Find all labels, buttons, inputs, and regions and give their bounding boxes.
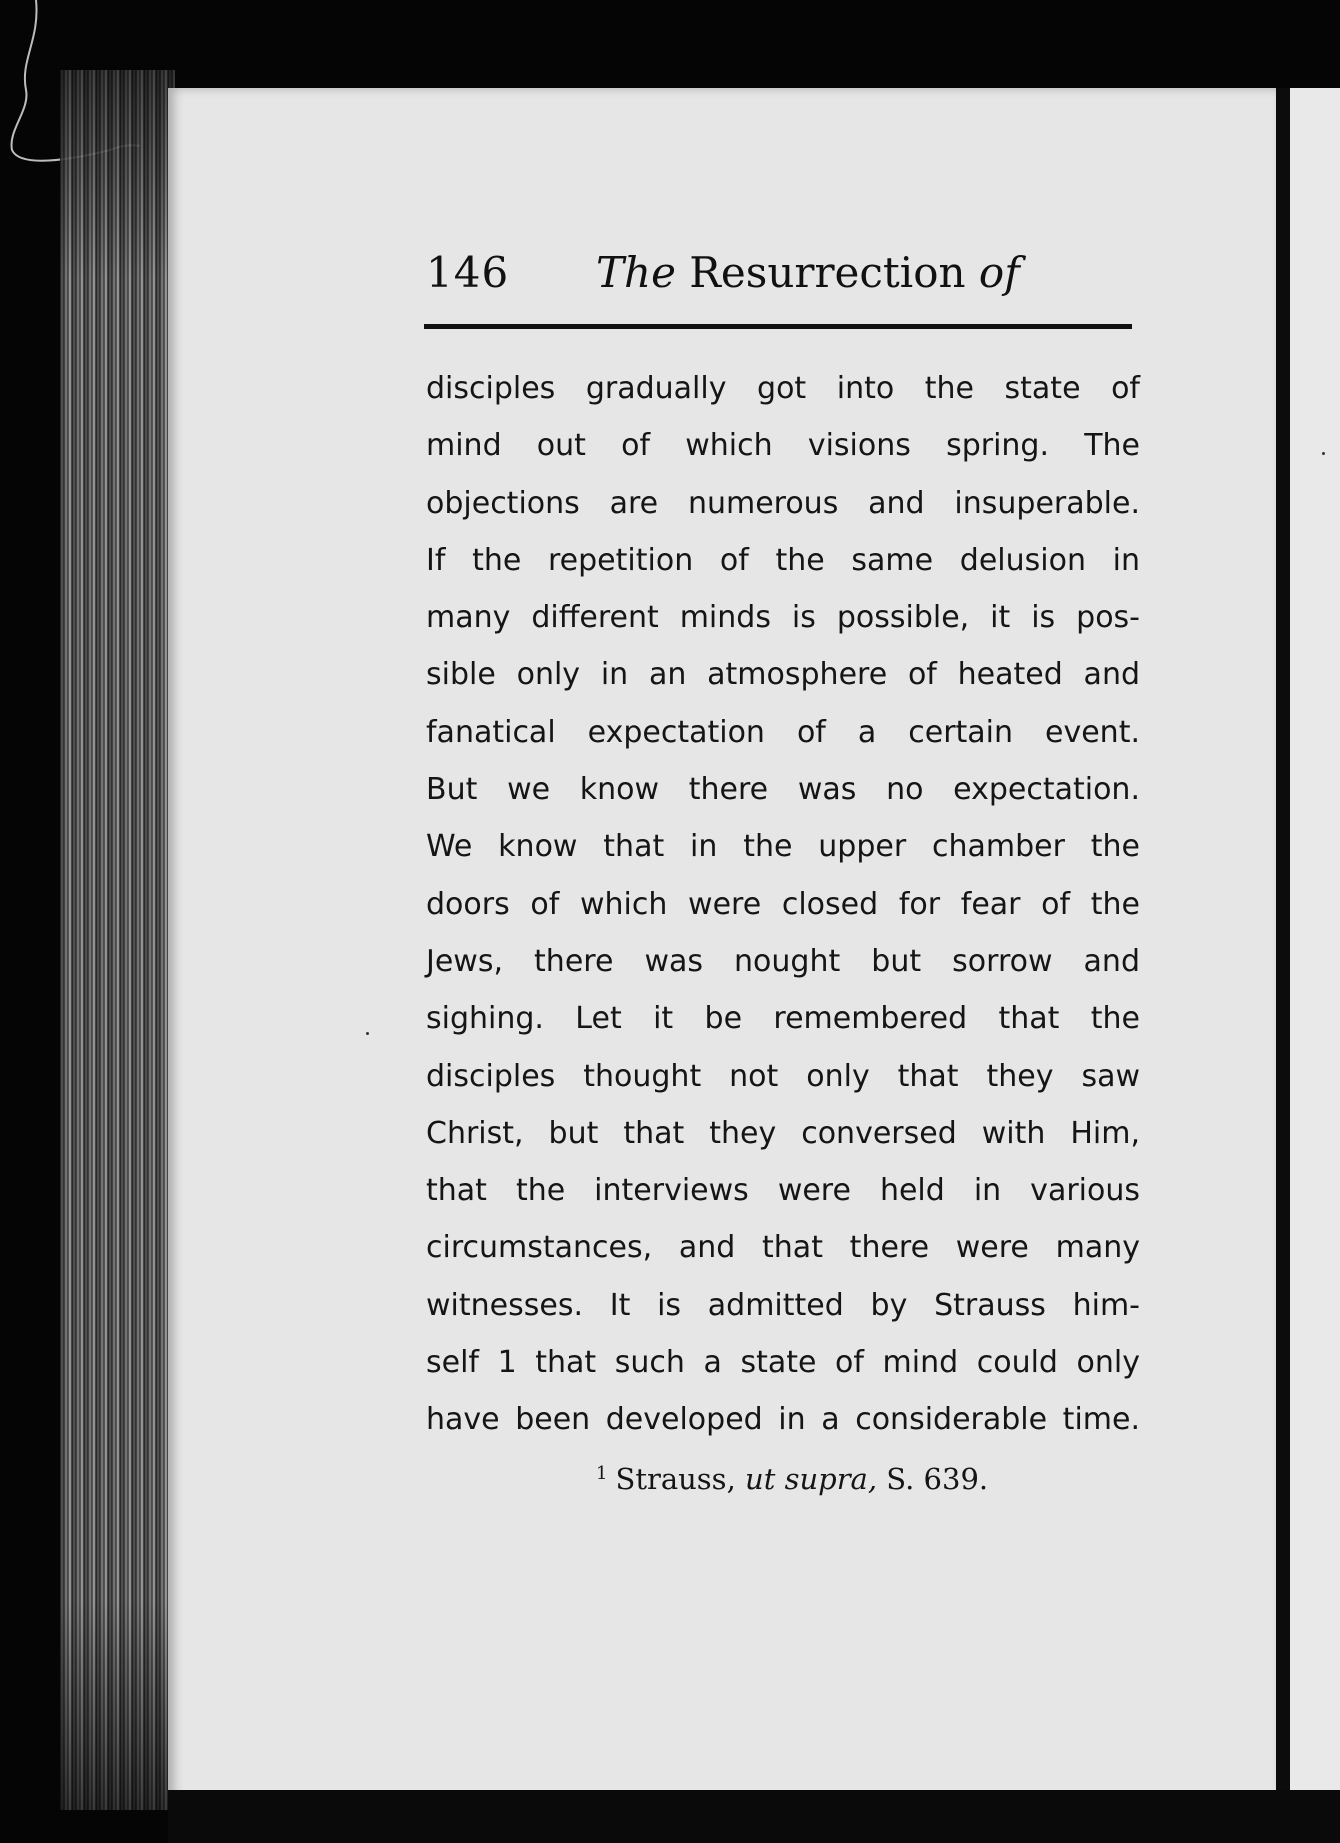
- footnote-reference: ut supra,: [745, 1462, 878, 1496]
- running-head: [596, 248, 1020, 297]
- running-head-the: The: [596, 248, 676, 297]
- text-line: witnesses. It is admitted by Strauss him-: [426, 1287, 1140, 1323]
- text-line: mind out of which visions spring. The: [426, 428, 1140, 464]
- text-line: have been developed in a considerable time.: [426, 1402, 1140, 1438]
- header-rule: [424, 324, 1132, 329]
- page-number: 146: [426, 248, 510, 297]
- text-line: disciples gradually got into the state of: [426, 371, 1140, 406]
- stacked-page-edges: [60, 70, 175, 1810]
- text-line: But we know there was no expectation.: [426, 772, 1140, 808]
- page-header: [424, 240, 1132, 310]
- text-line: doors of which were closed for fear of the: [426, 886, 1140, 922]
- text-line: Jews, there was nought but sorrow and: [426, 943, 1140, 979]
- dust-speck: [1322, 452, 1325, 455]
- text-line: many different minds is possible, it is pos-: [426, 600, 1140, 636]
- text-line: If the repetition of the same delusion in: [426, 542, 1140, 578]
- text-line: sighing. Let it be remembered that the: [426, 1001, 1140, 1037]
- footnote-author: Strauss,: [615, 1462, 736, 1496]
- running-head-of: of: [978, 248, 1020, 297]
- bottom-shadow: [168, 1790, 1340, 1843]
- text-line: self 1 that such a state of mind could only: [426, 1345, 1140, 1381]
- text-line: disciples thought not only that they saw: [426, 1058, 1140, 1094]
- text-line: We know that in the upper chamber the: [426, 829, 1140, 865]
- text-line: objections are numerous and insuperable.: [426, 485, 1140, 521]
- text-line: fanatical expectation of a certain event.: [426, 714, 1140, 750]
- footnote: [596, 1462, 1016, 1496]
- footnote-page: S. 639.: [886, 1462, 989, 1496]
- footnote-marker: 1: [596, 1463, 608, 1484]
- text-line: circumstances, and that there were many: [426, 1230, 1140, 1266]
- text-line: sible only in an atmosphere of heated and: [426, 657, 1140, 693]
- facing-page-edge: [1290, 88, 1340, 1808]
- gutter-shadow: [1276, 88, 1290, 1808]
- running-head-main: Resurrection: [689, 248, 966, 297]
- dust-speck: [366, 1032, 369, 1035]
- text-line: that the interviews were held in various: [426, 1173, 1140, 1209]
- body-text: [426, 360, 1140, 1449]
- text-line: Christ, but that they conversed with Him,: [426, 1115, 1140, 1151]
